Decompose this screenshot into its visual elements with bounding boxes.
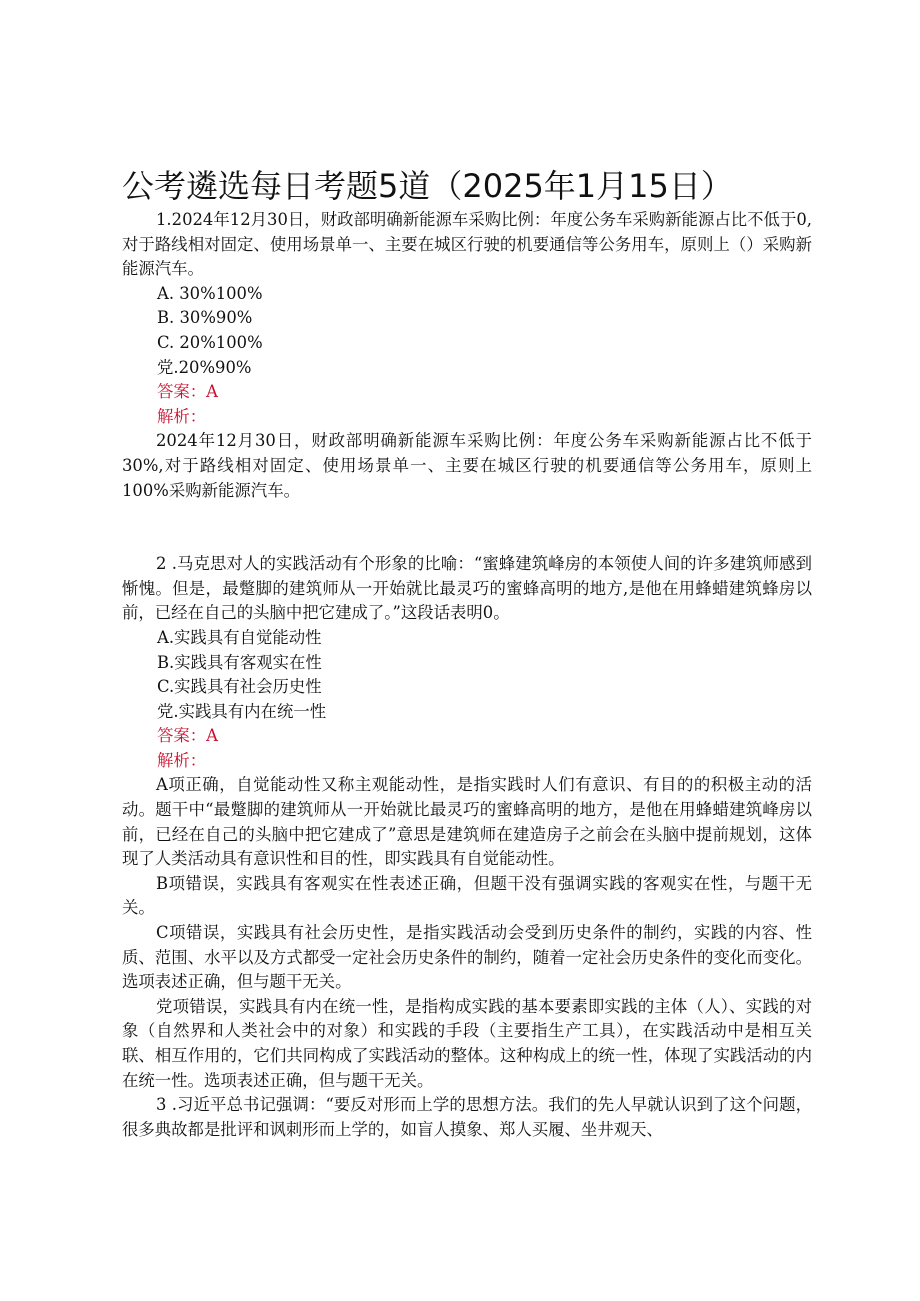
document-body (122, 208, 812, 1142)
question-1-option-a: A. 30%100% (157, 283, 263, 303)
question-2-option-d: 党.实践具有内在统一性 (157, 701, 327, 721)
question-1-analysis-paragraph: 2024年12月30日，财政部明确新能源车采购比例：年度公务车采购新能源占比不低于30%,对于路线相对固定、使用场景单一、主要在城区行驶的机要通信等公务用车，原则上100%采购新能源汽车。 (122, 431, 812, 500)
question-1-answer: 答案：A (157, 382, 219, 402)
question-spacer (122, 503, 812, 552)
question-2-stem: 2 .马克思对人的实践活动有个形象的比喻：“蜜蜂建筑峰房的本领使人间的许多建筑师感到惭愧。但是，最蹩脚的建筑师从一开始就比最灵巧的蜜蜂高明的地方,是他在用蜂蜡建筑蜂房以前，已经在自己的头脑中把它建成了。”这段话表明0。 (122, 554, 812, 623)
question-1-stem: 1.2024年12月30日，财政部明确新能源车采购比例：年度公务车采购新能源占比不低于0,对于路线相对固定、使用场景单一、主要在城区行驶的机要通信等公务用车，原则上（）采购新能源汽车。 (122, 210, 812, 279)
question-1-option-c: C. 20%100% (157, 332, 263, 352)
question-3-stem: 3 .习近平总书记强调：“要反对形而上学的思想方法。我们的先人早就认识到了这个问题，很多典故都是批评和讽刺形而上学的，如盲人摸象、郑人买履、坐井观天、 (122, 1095, 812, 1139)
question-2-analysis-paragraph: B项错误，实践具有客观实在性表述正确，但题干没有强调实践的客观实在性，与题干无关。 (122, 873, 812, 918)
question-2-option-b: B.实践具有客观实在性 (157, 652, 322, 672)
question-2-answer: 答案：A (157, 726, 219, 746)
question-2-analysis-paragraph: C项错误，实践具有社会历史性，是指实践活动会受到历史条件的制约，实践的内容、性质、范围、水平以及方式都受一定社会历史条件的制约，随着一定社会历史条件的变化而变化。选项表述正确，但与题干无关。 (122, 923, 812, 992)
question-2-option-c: C.实践具有社会历史性 (157, 677, 322, 697)
question-2-analysis-label: 解析： (157, 750, 207, 770)
question-1-option-b: B. 30%90% (157, 308, 253, 328)
question-1-analysis-label: 解析： (157, 406, 207, 426)
question-2-analysis-paragraph: A项正确，自觉能动性又称主观能动性，是指实践时人们有意识、有目的的积极主动的活动。题干中“最蹩脚的建筑师从一开始就比最灵巧的蜜蜂高明的地方，是他在用蜂蜡建筑峰房以前，已经在自己的头脑中把它建成了”意思是建筑师在建造房子之前会在头脑中提前规划，这体现了人类活动具有意识性和目的性，即实践具有自觉能动性。 (122, 775, 812, 869)
question-2-analysis-paragraph: 党项错误，实践具有内在统一性，是指构成实践的基本要素即实践的主体（人）、实践的对象（自然界和人类社会中的对象）和实践的手段（主要指生产工具），在实践活动中是相互关联、相互作用的，它们共同构成了实践活动的整体。这种构成上的统一性，体现了实践活动的内在统一性。选项表述正确，但与题干无关。 (122, 996, 812, 1090)
page-title: 公考遴选每日考题5道（2025年1月15日） (122, 167, 733, 205)
question-2-option-a: A.实践具有自觉能动性 (157, 627, 322, 647)
question-1-option-d: 党.20%90% (157, 357, 252, 377)
